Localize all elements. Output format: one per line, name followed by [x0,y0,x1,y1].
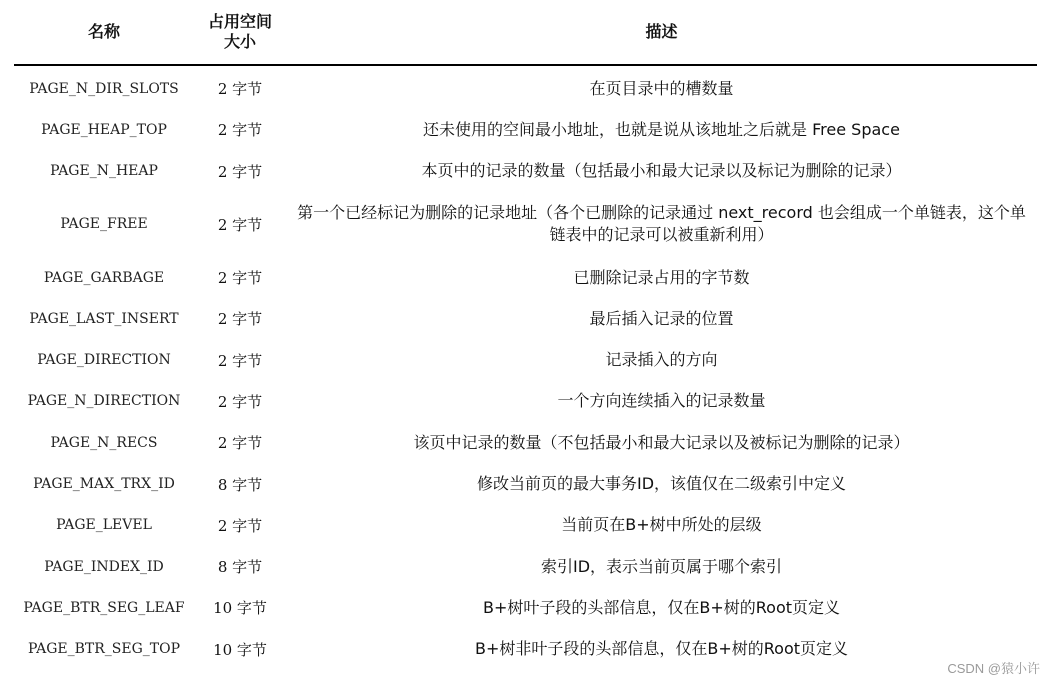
field-desc: 当前页在B+树中所处的层级 [561,515,762,535]
table-row [14,257,1037,298]
field-desc: 第一个已经标记为删除的记录地址（各个已删除的记录通过 next_record 也会组成一个单链表，这个单链表中的记录可以被重新利用） [297,203,1026,245]
field-name: PAGE_GARBAGE [43,269,165,286]
table-row [14,339,1037,380]
table-row [14,463,1037,504]
field-name: PAGE_N_HEAP [50,163,158,180]
table-row [14,192,1037,257]
field-space: 2 字节 [217,351,263,370]
field-desc: 最后插入记录的位置 [589,308,734,328]
field-space: 2 字节 [217,310,263,329]
header-desc: 描述 [645,22,678,41]
field-desc: 在页目录中的槽数量 [589,78,734,98]
field-desc: 已删除记录占用的字节数 [573,267,750,287]
page-header-fields-table [14,0,1037,670]
field-desc: 一个方向连续插入的记录数量 [557,391,766,411]
field-space: 10 字节 [213,640,267,659]
field-name: PAGE_N_RECS [50,434,158,451]
field-space: 2 字节 [217,121,263,140]
field-desc: B+树叶子段的头部信息，仅在B+树的Root页定义 [482,597,841,617]
field-desc: 修改当前页的最大事务ID，该值仅在二级索引中定义 [476,474,847,494]
field-desc: 该页中记录的数量（不包括最小和最大记录以及被标记为删除的记录） [413,432,910,452]
field-desc: 还未使用的空间最小地址，也就是说从该地址之后就是 Free Space [423,119,900,139]
field-name: PAGE_N_DIR_SLOTS [29,80,179,97]
table-row [14,422,1037,463]
table-body [14,68,1037,670]
table-row [14,381,1037,422]
table-row [14,298,1037,339]
table-row [14,109,1037,150]
table-header [14,0,1037,66]
field-name: PAGE_LEVEL [56,517,152,534]
header-space [194,12,286,52]
field-desc: 记录插入的方向 [605,350,718,370]
field-space: 2 字节 [217,434,263,453]
field-name: PAGE_INDEX_ID [44,558,164,575]
field-name: PAGE_LAST_INSERT [29,310,179,327]
field-space: 2 字节 [217,162,263,181]
table-row [14,546,1037,587]
field-space: 10 字节 [213,599,267,618]
field-space: 8 字节 [217,558,263,577]
header-space-text: 占用空间大小 [208,12,273,51]
header-name: 名称 [87,22,120,41]
field-space: 2 字节 [217,392,263,411]
field-name: PAGE_HEAP_TOP [41,121,167,138]
field-name: PAGE_MAX_TRX_ID [33,476,175,493]
field-space: 2 字节 [217,269,263,288]
field-space: 8 字节 [217,475,263,494]
field-name: PAGE_BTR_SEG_TOP [27,641,181,658]
field-space: 2 字节 [217,516,263,535]
table-row [14,629,1037,670]
table-row [14,587,1037,628]
field-name: PAGE_BTR_SEG_LEAF [23,599,185,616]
field-space: 2 字节 [217,215,263,234]
field-desc: 索引ID，表示当前页属于哪个索引 [540,556,783,576]
table-row [14,505,1037,546]
table-row [14,68,1037,109]
table-row [14,151,1037,192]
field-name: PAGE_FREE [60,216,148,233]
field-space: 2 字节 [217,80,263,99]
field-name: PAGE_N_DIRECTION [27,393,181,410]
field-name: PAGE_DIRECTION [37,352,171,369]
field-desc: B+树非叶子段的头部信息，仅在B+树的Root页定义 [474,639,849,659]
field-desc: 本页中的记录的数量（包括最小和最大记录以及标记为删除的记录） [421,161,902,181]
watermark: CSDN @猿小许 [947,661,1040,676]
